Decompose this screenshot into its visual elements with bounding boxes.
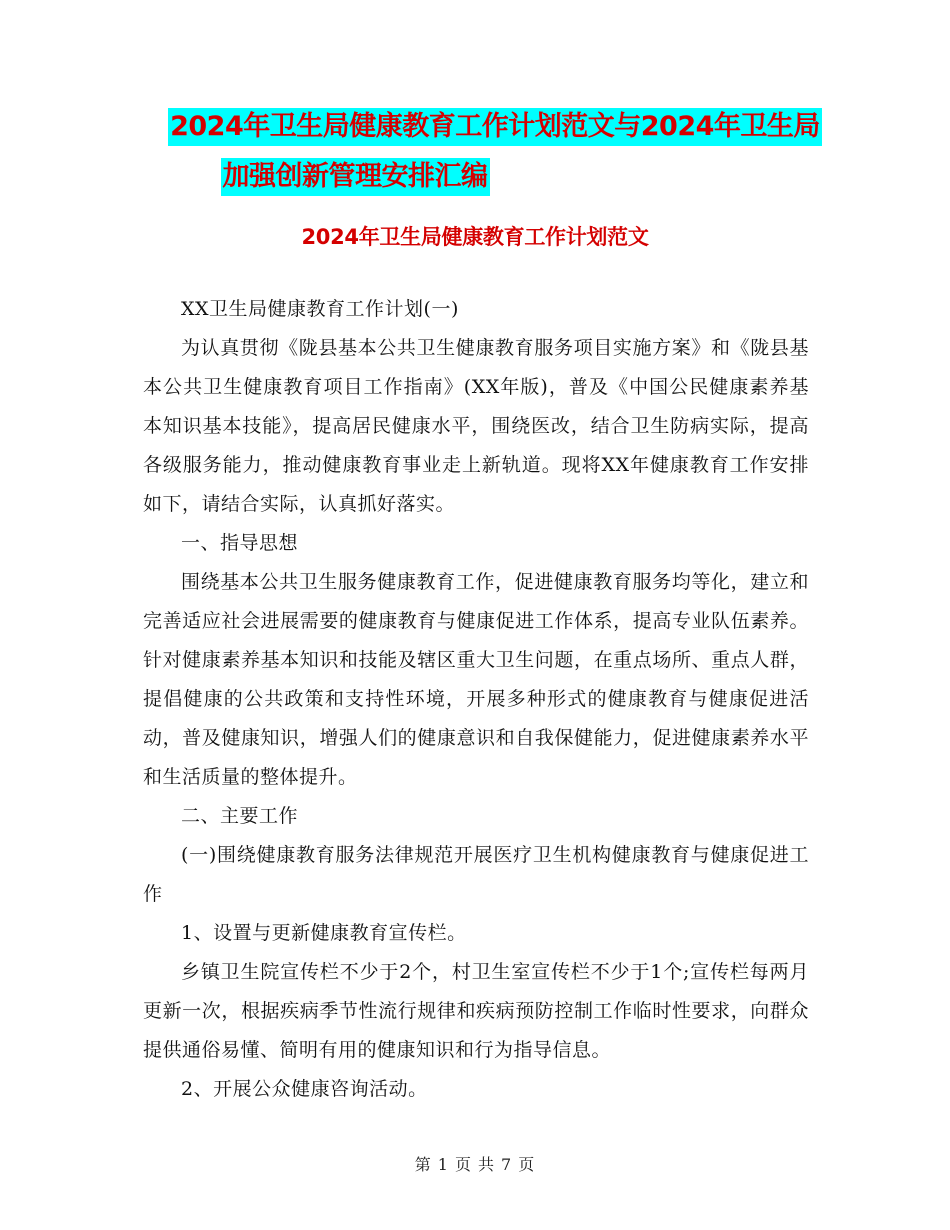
title-line-1: 2024年卫生局健康教育工作计划范文与2024年卫生局 (168, 108, 822, 146)
document-body (143, 290, 809, 1109)
total-pages: 7 (501, 1155, 513, 1174)
page-label-mid: 页 共 (454, 1155, 496, 1174)
page-label-suffix: 页 (518, 1155, 536, 1174)
document-title (0, 108, 950, 196)
section-title: 2024年卫生局健康教育工作计划范文 (301, 225, 649, 249)
paragraph: (一)围绕健康教育服务法律规范开展医疗卫生机构健康教育与健康促进工作 (143, 844, 809, 905)
paragraph: 围绕基本公共卫生服务健康教育工作，促进健康教育服务均等化，建立和完善适应社会进展需要的健康教育与健康促进工作体系，提高专业队伍素养。针对健康素养基本知识和技能及辖区重大卫生问题，在重点场所、重点人群，提倡健康的公共政策和支持性环境，开展多种形式的健康教育与健康促进活动，普及健康知识，增强人们的健康意识和自我保健能力，促进健康素养水平和生活质量的整体提升。 (143, 571, 809, 788)
page-number: 1 (437, 1155, 449, 1174)
title-line-2: 加强创新管理安排汇编 (221, 158, 490, 196)
paragraph: 1、设置与更新健康教育宣传栏。 (181, 922, 467, 944)
paragraph: 二、主要工作 (181, 805, 299, 827)
paragraph: 为认真贯彻《陇县基本公共卫生健康教育服务项目实施方案》和《陇县基本公共卫生健康教育项目工作指南》(XX年版)，普及《中国公民健康素养基本知识基本技能》，提高居民健康水平，围绕医改，结合卫生防病实际，提高各级服务能力，推动健康教育事业走上新轨道。现将XX年健康教育工作安排如下，请结合实际，认真抓好落实。 (143, 337, 809, 515)
page-footer (0, 1152, 950, 1175)
page-label-prefix: 第 (414, 1155, 432, 1174)
paragraph: 乡镇卫生院宣传栏不少于2个，村卫生室宣传栏不少于1个;宣传栏每两月更新一次，根据疾病季节性流行规律和疾病预防控制工作临时性要求，向群众提供通俗易懂、简明有用的健康知识和行为指导信息。 (143, 961, 809, 1061)
paragraph: XX卫生局健康教育工作计划(一) (181, 298, 459, 320)
paragraph: 2、开展公众健康咨询活动。 (181, 1078, 428, 1100)
paragraph: 一、指导思想 (181, 532, 299, 554)
